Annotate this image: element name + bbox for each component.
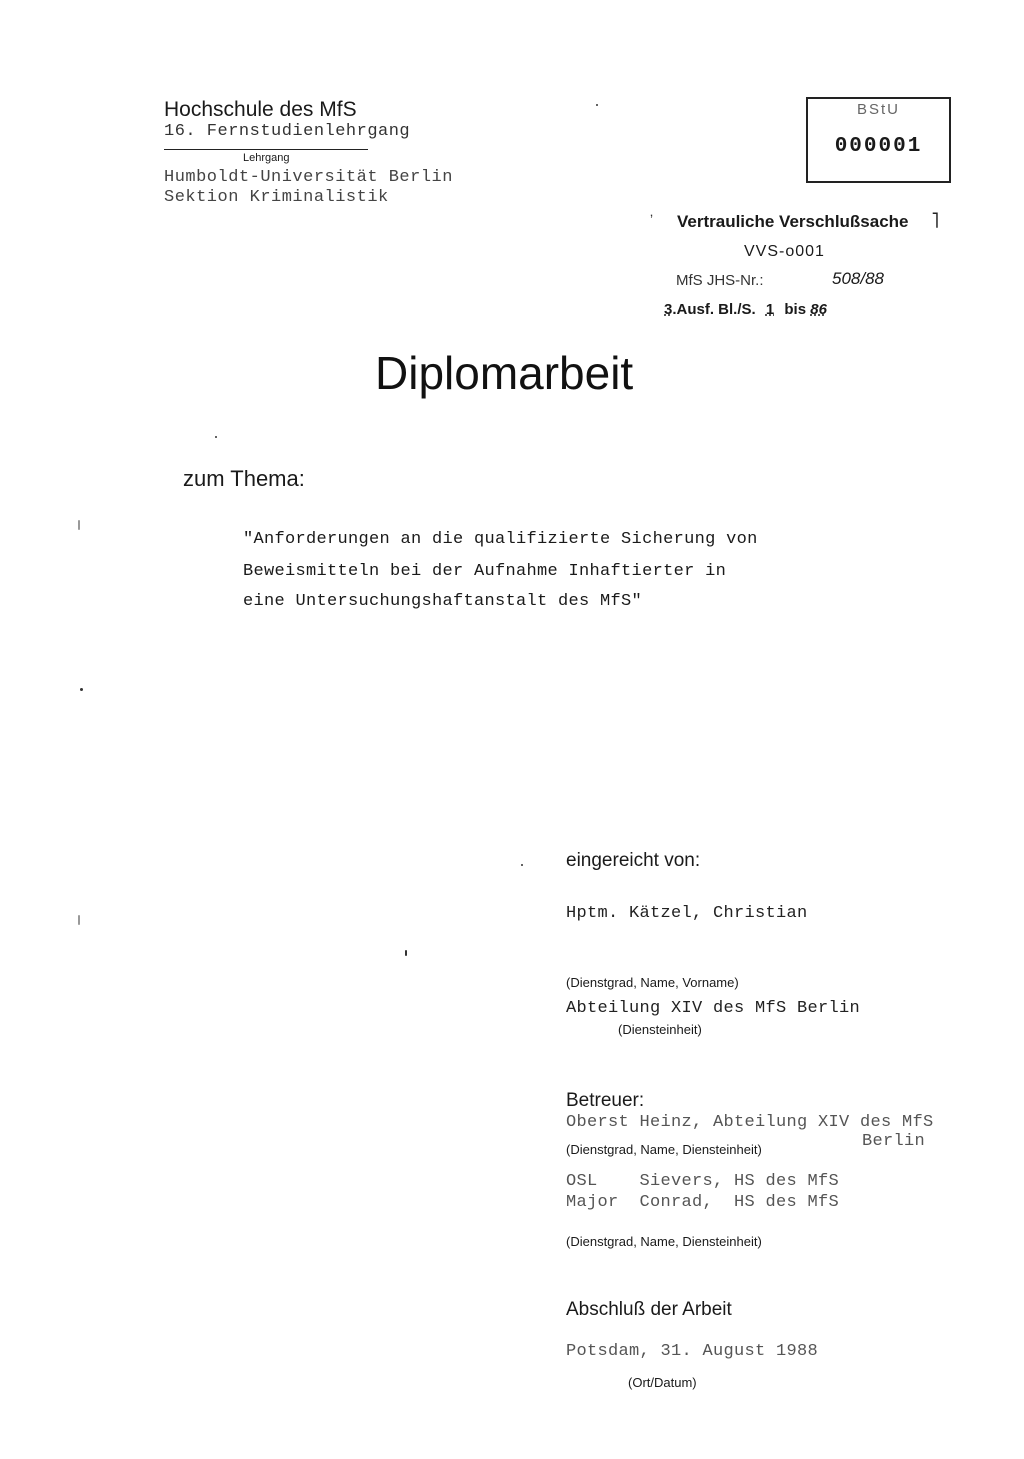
place-date-caption: (Ort/Datum) (628, 1375, 697, 1390)
section-name: Sektion Kriminalistik (164, 188, 389, 207)
completion-label: Abschluß der Arbeit (566, 1299, 732, 1320)
scan-speck (80, 688, 83, 691)
stamp-agency: BStU (856, 101, 900, 118)
course-name: 16. Fernstudienlehrgang (164, 122, 411, 141)
topic-line: "Anforderungen an die qualifizierte Sicherung von (243, 530, 758, 549)
topic-label: zum Thema: (183, 466, 305, 491)
topic-line: eine Untersuchungshaftanstalt des MfS" (243, 592, 643, 611)
page-from: 1 (765, 301, 775, 318)
classification-title: Vertrauliche Verschlußsache (677, 212, 909, 231)
bracket-mark-left: ʼ (650, 212, 654, 228)
place-date: Potsdam, 31. August 1988 (566, 1342, 819, 1361)
scan-speck (215, 436, 217, 438)
unit-name: Abteilung XIV des MfS Berlin (566, 999, 861, 1018)
supervisors-caption: (Dienstgrad, Name, Diensteinheit) (566, 1234, 762, 1249)
supervisor-entry-continued: Berlin (862, 1132, 926, 1151)
university-name: Humboldt-Universität Berlin (164, 168, 453, 187)
scan-speck (405, 950, 407, 956)
copy-label: .Ausf. Bl./S. (672, 301, 756, 318)
classification-code: VVS-o001 (744, 243, 825, 260)
scan-speck (78, 520, 80, 530)
supervisor-caption: (Dienstgrad, Name, Diensteinheit) (566, 1142, 762, 1157)
bracket-mark-right: ˥ (931, 208, 940, 233)
supervisor-entry: OSL Sievers, HS des MfS (566, 1172, 840, 1191)
supervisor-entry: Major Conrad, HS des MfS (566, 1193, 840, 1212)
scan-speck (78, 915, 80, 925)
copy-number: 3 (664, 301, 673, 318)
topic-line: Beweismitteln bei der Aufnahme Inhaftierter in (243, 562, 727, 581)
scan-speck (596, 104, 598, 106)
supervisor-entry: Oberst Heinz, Abteilung XIV des MfS (566, 1113, 934, 1132)
submitted-label: eingereicht von: (566, 850, 701, 871)
author-caption: (Dienstgrad, Name, Vorname) (566, 975, 739, 990)
supervisor-label: Betreuer: (566, 1090, 645, 1111)
author-name: Hptm. Kätzel, Christian (566, 904, 808, 923)
archive-stamp (806, 97, 951, 183)
register-label: MfS JHS-Nr.: (676, 272, 764, 289)
register-number: 508/88 (832, 269, 884, 288)
document-title: Diplomarbeit (375, 347, 634, 399)
course-underline (164, 149, 368, 150)
copy-line (664, 301, 827, 318)
unit-caption: (Diensteinheit) (618, 1022, 702, 1037)
page-to-label: bis (784, 301, 807, 318)
institution-name: Hochschule des MfS (164, 98, 357, 121)
scan-speck (521, 864, 523, 866)
course-caption: Lehrgang (243, 152, 290, 164)
stamp-number: 000001 (834, 135, 923, 158)
page-to: 86 (810, 301, 827, 318)
